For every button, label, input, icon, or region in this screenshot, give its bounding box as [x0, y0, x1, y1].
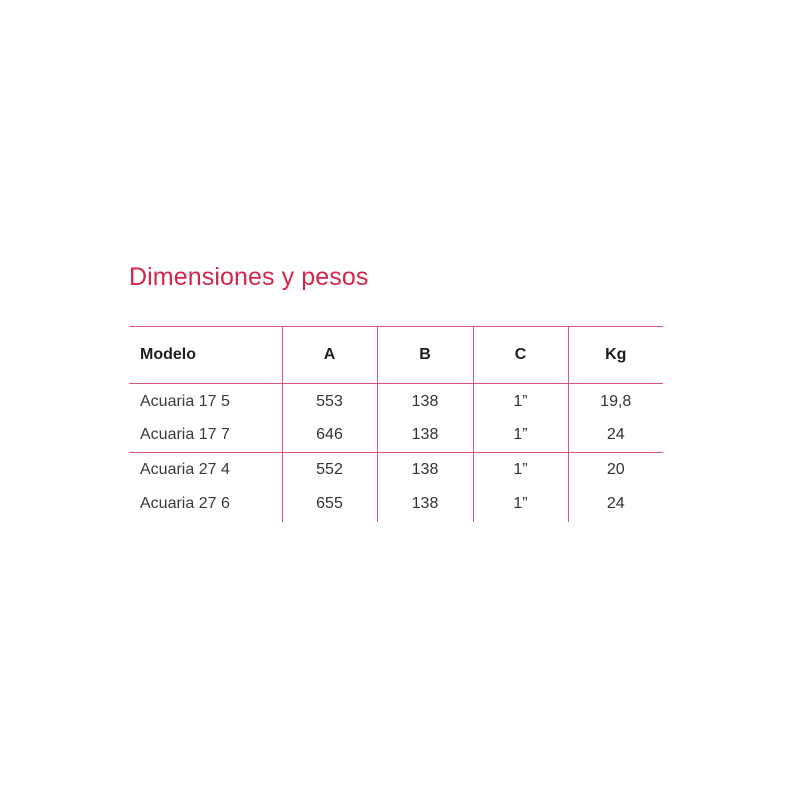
- cell-modelo: Acuaria 17 5: [140, 393, 230, 410]
- cell-c: 1”: [473, 418, 568, 453]
- cell-b: 138: [377, 418, 473, 453]
- page-title: Dimensiones y pesos: [129, 263, 369, 291]
- table-row: [129, 453, 663, 488]
- header-kg: Kg: [568, 327, 663, 384]
- table-row: [129, 384, 663, 419]
- cell-a: 553: [282, 384, 377, 419]
- header-modelo: Modelo: [140, 346, 196, 363]
- cell-b: 138: [377, 453, 473, 488]
- cell-c: 1”: [473, 384, 568, 419]
- cell-a: 655: [282, 487, 377, 522]
- cell-a: 646: [282, 418, 377, 453]
- dimensions-table: [129, 326, 663, 522]
- cell-modelo: Acuaria 27 4: [140, 461, 230, 478]
- cell-modelo: Acuaria 27 6: [140, 495, 230, 513]
- cell-c: 1”: [473, 453, 568, 488]
- header-b: B: [377, 327, 473, 384]
- table-row: [129, 487, 663, 522]
- table-row: [129, 418, 663, 453]
- cell-modelo: Acuaria 17 7: [140, 426, 230, 443]
- cell-kg: 24: [568, 418, 663, 453]
- cell-kg: 19,8: [568, 384, 663, 419]
- cell-kg: 24: [568, 487, 663, 522]
- cell-b: 138: [377, 384, 473, 419]
- table-header-row: [129, 327, 663, 384]
- header-a: A: [282, 327, 377, 384]
- header-c: C: [473, 327, 568, 384]
- cell-b: 138: [377, 487, 473, 522]
- cell-a: 552: [282, 453, 377, 488]
- cell-c: 1”: [473, 487, 568, 522]
- cell-kg: 20: [568, 453, 663, 488]
